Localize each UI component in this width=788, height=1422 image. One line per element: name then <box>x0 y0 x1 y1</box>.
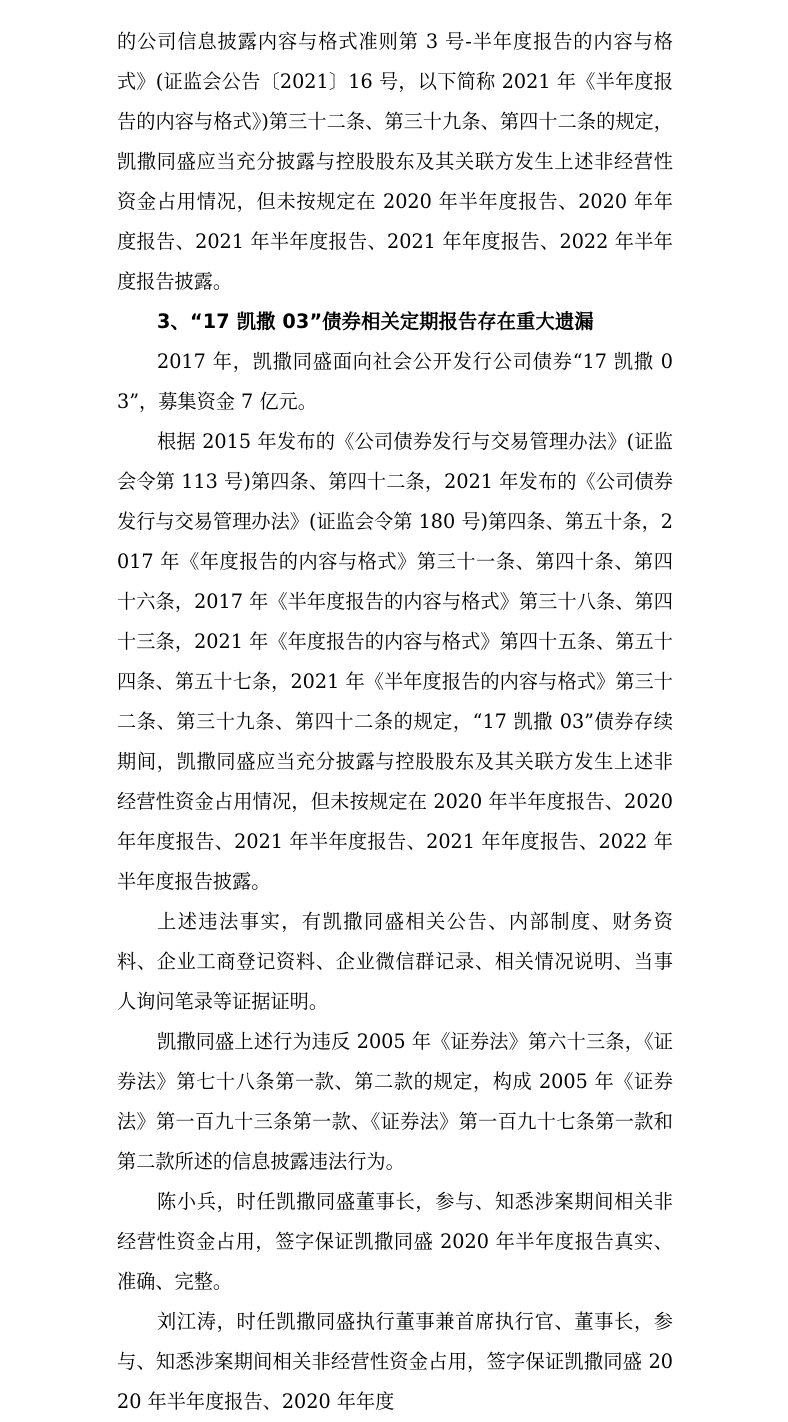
paragraph-person-chen-xiaobing: 陈小兵，时任凯撒同盛董事长，参与、知悉涉案期间相关非经营性资金占用，签字保证凯撒同盛 2020 年半年度报告真实、准确、完整。 <box>117 1190 673 1293</box>
document-body <box>117 22 673 1422</box>
paragraph-person-liu-jiangtao: 刘江涛，时任凯撒同盛执行董事兼首席执行官、董事长，参与、知悉涉案期间相关非经营性资金占用，签字保证凯撒同盛 2020 年半年度报告、2020 年年度 <box>117 1310 673 1413</box>
section-heading-3: 3、“17 凯撒 03”债券相关定期报告存在重大遗漏 <box>157 310 594 333</box>
paragraph-evidence: 上述违法事实，有凯撒同盛相关公告、内部制度、财务资料、企业工商登记资料、企业微信群记录、相关情况说明、当事人询问笔录等证据证明。 <box>117 910 673 1013</box>
paragraph-disclosure-rules: 的公司信息披露内容与格式准则第 3 号-半年度报告的内容与格式》(证监会公告〔2021〕16 号，以下简称 2021 年《半年度报告的内容与格式》)第三十二条、第三十九条、第四十二条的规定，凯撒同盛应当充分披露与控股股东及其关联方发生上述非经营性资金占用情况，但未按规定在 2020 年半年度报告、2020 年年度报告、2021 年半年度报告、2021 年年度报告、2022 年半年度报告披露。 <box>117 30 673 293</box>
paragraph-bond-issuance: 2017 年，凯撒同盛面向社会公开发行公司债券“17 凯撒 03”，募集资金 7 亿元。 <box>117 350 673 413</box>
paragraph-violation-conclusion: 凯撒同盛上述行为违反 2005 年《证券法》第六十三条，《证券法》第七十八条第一款、第二款的规定，构成 2005 年《证券法》第一百九十三条第一款、《证券法》第一百九十七条第一款和第二款所述的信息披露违法行为。 <box>117 1030 673 1173</box>
paragraph-regulation-basis: 根据 2015 年发布的《公司债券发行与交易管理办法》(证监会令第 113 号)第四条、第四十二条，2021 年发布的《公司债券发行与交易管理办法》(证监会令第 180 号)第四条、第五十条，2017 年《年度报告的内容与格式》第三十一条、第四十条、第四十六条，2017 年《半年度报告的内容与格式》第三十八条、第四十三条，2021 年《年度报告的内容与格式》第四十五条、第五十四条、第五十七条，2021 年《半年度报告的内容与格式》第三十二条、第三十九条、第四十二条的规定，“17 凯撒 03”债券存续期间，凯撒同盛应当充分披露与控股股东及其关联方发生上述非经营性资金占用情况，但未按规定在 2020 年半年度报告、2020 年年度报告、2021 年半年度报告、2021 年年度报告、2022 年半年度报告披露。 <box>117 430 673 893</box>
